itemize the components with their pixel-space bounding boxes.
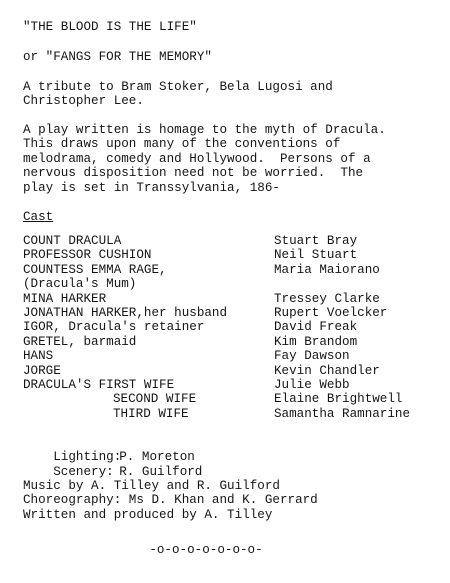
cast-actor: Julie Webb — [274, 378, 350, 392]
tribute-line-1: A tribute to Bram Stoker, Bela Lugosi and — [23, 80, 333, 94]
cast-role: SECOND WIFE — [113, 392, 197, 407]
cast-actor: Elaine Brightwell — [274, 392, 403, 407]
cast-role: COUNTESS EMMA RAGE, — [23, 262, 167, 277]
cast-actor: David Freak — [274, 320, 358, 335]
music-credit: Music by A. Tilley and R. Guilford — [23, 479, 280, 493]
cast-row — [23, 364, 443, 378]
cast-role: HANS — [23, 349, 54, 364]
cast-actor: Maria Maiorano — [274, 262, 380, 277]
cast-row — [23, 407, 443, 421]
cast-row — [23, 335, 443, 349]
description-line-3: melodrama, comedy and Hollywood. Persons of a — [23, 151, 371, 166]
cast-actor: Kevin Chandler — [274, 363, 380, 378]
writer-credit: Written and produced by A. Tilley — [23, 507, 273, 522]
cast-actor: Rupert Voelcker — [274, 306, 388, 320]
cast-role: (Dracula's Mum) — [23, 277, 137, 292]
description-line-2: This draws upon many of the conventions of — [23, 137, 341, 152]
crew-name: R. Guilford — [119, 464, 203, 479]
play-subtitle: or "FANGS FOR THE MEMORY" — [23, 50, 212, 64]
cast-row — [23, 349, 443, 363]
cast-row — [23, 248, 443, 262]
cast-row — [23, 320, 443, 334]
cast-row — [23, 234, 443, 248]
play-title: "THE BLOOD IS THE LIFE" — [23, 20, 197, 34]
cast-row — [23, 378, 443, 392]
cast-actor: Samantha Ramnarine — [274, 406, 411, 421]
cast-role: IGOR, Dracula's retainer — [23, 320, 205, 335]
cast-actor: Kim Brandom — [274, 334, 358, 349]
cast-row — [23, 263, 443, 277]
tribute-line-2: Christopher Lee. — [23, 94, 144, 109]
cast-role: THIRD WIFE — [113, 406, 189, 421]
cast-heading: Cast — [23, 210, 54, 224]
description-line-4: nervous disposition need not be worried. The — [23, 166, 364, 181]
cast-row — [23, 277, 443, 291]
crew-label: Scenery: — [53, 464, 114, 479]
cast-role: GRETEL, barmaid — [23, 334, 137, 349]
cast-role: COUNT DRACULA — [23, 234, 122, 248]
description-line-5: play is set in Transsylvania, 186- — [23, 180, 280, 195]
choreography-credit: Choreography: Ms D. Khan and K. Gerrard — [23, 493, 318, 508]
cast-role: PROFESSOR CUSHION — [23, 248, 152, 263]
cast-role: JORGE — [23, 363, 61, 378]
cast-row — [23, 306, 443, 320]
cast-actor: Stuart Bray — [274, 234, 358, 248]
description-line-1: A play written is homage to the myth of Dracula. — [23, 123, 386, 137]
cast-row — [23, 292, 443, 306]
ornamental-divider: -o-o-o-o-o-o-o- — [149, 543, 263, 557]
cast-role: DRACULA'S FIRST WIFE — [23, 378, 175, 392]
crew-name: P. Moreton — [119, 450, 195, 465]
crew-label: Lighting: — [53, 450, 122, 465]
cast-actor: Fay Dawson — [274, 349, 350, 364]
cast-role: MINA HARKER — [23, 291, 107, 306]
cast-role: JONATHAN HARKER,her husband — [23, 306, 228, 320]
cast-actor: Neil Stuart — [274, 248, 358, 263]
cast-actor: Tressey Clarke — [274, 291, 380, 306]
cast-row — [23, 392, 443, 406]
